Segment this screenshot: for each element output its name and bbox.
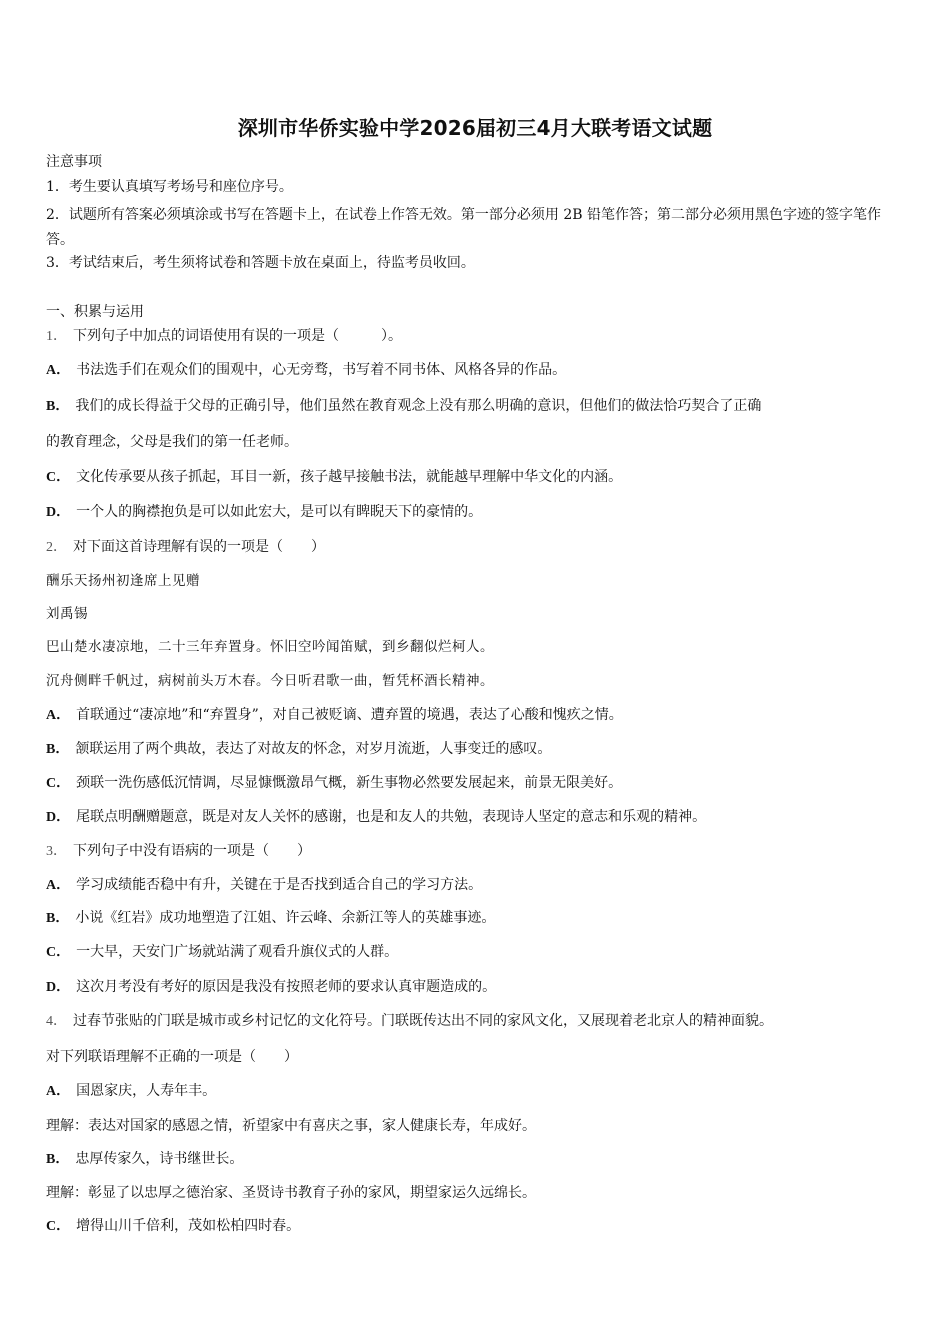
- option-letter: C．: [46, 776, 71, 791]
- question-4-stem: [46, 1011, 916, 1032]
- option-text: 颔联运用了两个典故，表达了对故友的怀念，对岁月流逝，人事变迁的感叹。: [75, 741, 552, 757]
- q1-option-b: [46, 396, 916, 417]
- option-letter: C．: [46, 1219, 71, 1234]
- q4-item-b-explanation: 理解：彰显了以忠厚之德治家、圣贤诗书教育子孙的家风，期望家运久远绵长。: [46, 1185, 536, 1201]
- poem-line-2: 沉舟侧畔千帆过，病树前头万木春。今日听君歌一曲，暂凭杯酒长精神。: [46, 673, 494, 689]
- poem-author: 刘禹锡: [46, 606, 88, 622]
- q3-option-c: [46, 942, 916, 963]
- option-letter: A．: [46, 363, 71, 378]
- option-text: 学习成绩能否稳中有升，关键在于是否找到适合自己的学习方法。: [76, 877, 483, 893]
- option-letter: D．: [46, 980, 71, 995]
- option-letter: A．: [46, 708, 71, 723]
- option-letter: B．: [46, 742, 70, 757]
- option-text: 颈联一洗伤感低沉情调，尽显慷慨激昂气概，新生事物必然要发展起来，前景无限美好。: [76, 775, 623, 791]
- option-text: 我们的成长得益于父母的正确引导，他们虽然在教育观念上没有那么明确的意识，但他们的做法恰巧契合了正确: [75, 398, 762, 414]
- option-text: 一个人的胸襟抱负是可以如此宏大，是可以有睥睨天下的豪情的。: [76, 504, 483, 520]
- notice-item-2: 2．试题所有答案必须填涂或书写在答题卡上，在试卷上作答无效。第一部分必须用 2B 铅笔作答；第二部分必须用黑色字迹的签字笔作答。: [46, 207, 881, 248]
- question-number: 3．: [46, 844, 67, 859]
- q4-item-a-explanation: 理解：表达对国家的感恩之情，祈望家中有喜庆之事，家人健康长寿，年成好。: [46, 1118, 536, 1134]
- question-4-stem-2: 对下列联语理解不正确的一项是（ ）: [46, 1049, 298, 1065]
- option-text: 增得山川千倍利，茂如松柏四时春。: [76, 1218, 301, 1234]
- q3-option-b: [46, 908, 916, 929]
- section-heading: 一、积累与运用: [46, 304, 144, 320]
- option-text: 忠厚传家久，诗书继世长。: [75, 1151, 244, 1167]
- option-text: 小说《红岩》成功地塑造了江姐、许云峰、余新江等人的英雄事迹。: [75, 910, 496, 926]
- option-text: 的教育理念，父母是我们的第一任老师。: [46, 434, 298, 450]
- question-text: 下列句子中没有语病的一项是（ ）: [73, 843, 311, 859]
- q2-option-c: [46, 773, 916, 794]
- notice-heading: 注意事项: [46, 154, 102, 170]
- option-letter: D．: [46, 505, 71, 520]
- option-letter: D．: [46, 810, 71, 825]
- q1-option-c: [46, 467, 916, 488]
- option-text: 这次月考没有考好的原因是我没有按照老师的要求认真审题造成的。: [76, 979, 497, 995]
- option-letter: B．: [46, 1152, 70, 1167]
- question-number: 4．: [46, 1014, 67, 1029]
- option-text: 书法选手们在观众们的围观中，心无旁骛，书写着不同书体、风格各异的作品。: [76, 362, 567, 378]
- question-number: 2．: [46, 540, 67, 555]
- q1-option-b-cont: [46, 432, 916, 452]
- option-letter: A．: [46, 1084, 71, 1099]
- page-title: 深圳市华侨实验中学2026届初三4月大联考语文试题: [237, 116, 713, 140]
- q4-item-b: [46, 1149, 916, 1170]
- q4-item-c: [46, 1216, 916, 1237]
- option-letter: A．: [46, 878, 71, 893]
- q3-option-d: [46, 977, 916, 998]
- poem-title: 酬乐天扬州初逢席上见赠: [46, 573, 200, 589]
- q3-option-a: [46, 875, 916, 896]
- notice-item-1: 1．考生要认真填写考场号和座位序号。: [46, 179, 293, 195]
- question-text: 下列句子中加点的词语使用有误的一项是（ ）。: [73, 328, 402, 344]
- q4-item-a: [46, 1081, 916, 1102]
- question-text: 对下面这首诗理解有误的一项是（ ）: [73, 539, 325, 555]
- notice-item-3: 3．考试结束后，考生须将试卷和答题卡放在桌面上，待监考员收回。: [46, 255, 475, 271]
- option-text: 一大早，天安门广场就站满了观看升旗仪式的人群。: [76, 944, 399, 960]
- q2-option-d: [46, 807, 916, 828]
- question-3-stem: [46, 841, 916, 862]
- option-text: 国恩家庆，人寿年丰。: [76, 1083, 217, 1099]
- q2-option-a: [46, 705, 916, 726]
- poem-line-1: 巴山楚水凄凉地，二十三年弃置身。怀旧空吟闻笛赋，到乡翻似烂柯人。: [46, 639, 494, 655]
- question-2-stem: [46, 537, 916, 558]
- q1-option-a: [46, 360, 916, 381]
- option-letter: B．: [46, 399, 70, 414]
- question-text: 过春节张贴的门联是城市或乡村记忆的文化符号。门联既传达出不同的家风文化，又展现着老北京人的精神面貌。: [73, 1013, 773, 1029]
- question-1-stem: [46, 326, 916, 347]
- question-number: 1．: [46, 329, 67, 344]
- option-letter: B．: [46, 911, 70, 926]
- option-letter: C．: [46, 470, 71, 485]
- option-text: 尾联点明酬赠题意，既是对友人关怀的感谢，也是和友人的共勉，表现诗人坚定的意志和乐观的精神。: [76, 809, 707, 825]
- q2-option-b: [46, 739, 916, 760]
- q1-option-d: [46, 502, 916, 523]
- option-text: 文化传承要从孩子抓起，耳目一新，孩子越早接触书法，就能越早理解中华文化的内涵。: [76, 469, 623, 485]
- option-text: 首联通过“凄凉地”和“弃置身”，对自己被贬谪、遭弃置的境遇，表达了心酸和愧疚之情。: [76, 707, 623, 723]
- option-letter: C．: [46, 945, 71, 960]
